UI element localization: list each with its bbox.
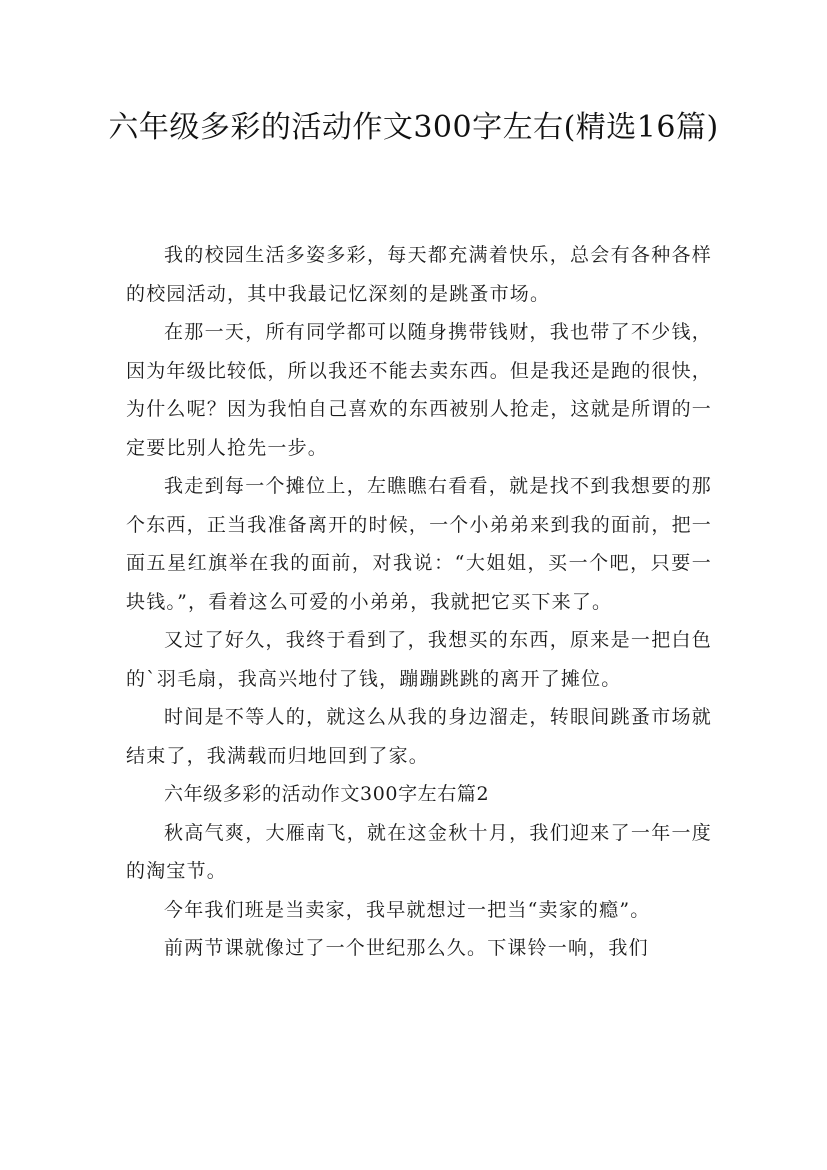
paragraph: 秋高气爽，大雁南飞，就在这金秋十月，我们迎来了一年一度的淘宝节。 [126, 821, 712, 882]
section-heading: 六年级多彩的活动作文300字左右篇2 [164, 783, 490, 805]
paragraph: 在那一天，所有同学都可以随身携带钱财，我也带了不少钱，因为年级比较低，所以我还不能去卖东西。但是我还是跑的很快，为什么呢？因为我怕自己喜欢的东西被别人抢走，这就是所谓的一定要比别人抢先一步。 [126, 321, 712, 459]
paragraph: 又过了好久，我终于看到了，我想买的东西，原来是一把白色的`羽毛扇，我高兴地付了钱，蹦蹦跳跳的离开了摊位。 [126, 629, 712, 690]
paragraph: 时间是不等人的，就这么从我的身边溜走，转眼间跳蚤市场就结束了，我满载而归地回到了家。 [126, 706, 712, 767]
paragraph: 前两节课就像过了一个世纪那么久。下课铃一响，我们 [164, 937, 649, 959]
document-body [126, 236, 712, 968]
paragraph: 我走到每一个摊位上，左瞧瞧右看看，就是找不到我想要的那个东西，正当我准备离开的时候，一个小弟弟来到我的面前，把一面五星红旗举在我的面前，对我说：“大姐姐，买一个吧，只要一块钱。”，看着这么可爱的小弟弟，我就把它买下来了。 [126, 475, 712, 613]
paragraph: 今年我们班是当卖家，我早就想过一把当“卖家的瘾”。 [164, 898, 651, 921]
document-title: 六年级多彩的活动作文300字左右(精选16篇) [108, 110, 719, 145]
paragraph: 我的校园生活多姿多彩，每天都充满着快乐，总会有各种各样的校园活动，其中我最记忆深刻的是跳蚤市场。 [126, 244, 712, 305]
